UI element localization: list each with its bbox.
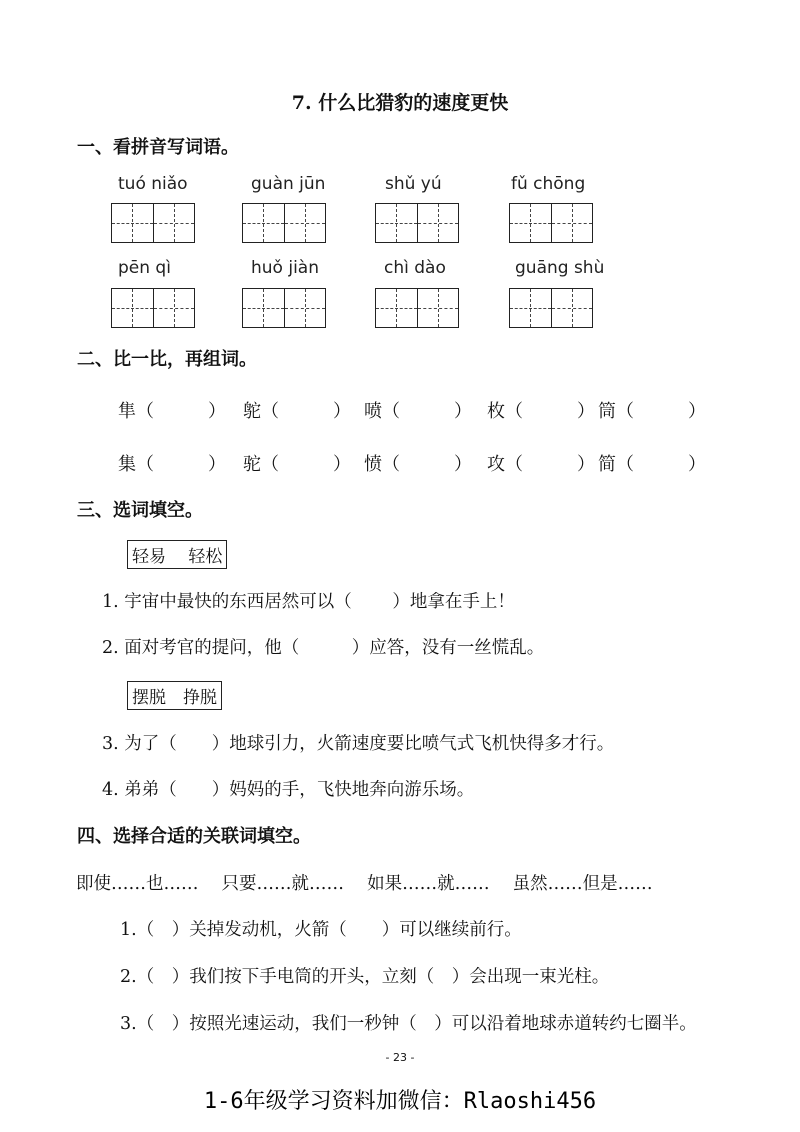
pinyin-8: guāng shù <box>515 258 605 278</box>
conjunction-options: 即使……也…… 只要……就…… 如果……就…… 虽然……但是…… <box>76 874 653 894</box>
writing-grid[interactable] <box>111 203 195 243</box>
writing-grid[interactable] <box>375 288 459 328</box>
pinyin-2: guàn jūn <box>251 174 326 194</box>
word-pair: 喷（ ） <box>364 401 472 422</box>
pinyin-4: fǔ chōng <box>511 174 586 194</box>
writing-grid[interactable] <box>509 203 593 243</box>
writing-grid[interactable] <box>242 288 326 328</box>
footer-watermark: 1-6年级学习资料加微信：Rlaoshi456 <box>203 1089 597 1114</box>
word-pair: 愤（ ） <box>364 454 472 475</box>
question-line: 3. 为了（ ）地球引力，火箭速度要比喷气式飞机快得多才行。 <box>102 734 615 754</box>
pinyin-1: tuó niǎo <box>118 174 188 194</box>
pinyin-6: huǒ jiàn <box>251 258 319 278</box>
section-1-heading: 一、看拼音写词语。 <box>77 137 239 158</box>
question-line: 1.（ ）关掉发动机，火箭（ ）可以继续前行。 <box>120 920 522 940</box>
section-3-heading: 三、选词填空。 <box>77 500 203 521</box>
word-pair: 攻（ ） <box>487 454 595 475</box>
question-line: 2.（ ）我们按下手电筒的开头，立刻（ ）会出现一束光柱。 <box>120 967 610 987</box>
section-2-heading: 二、比一比，再组词。 <box>77 349 257 370</box>
question-line: 1. 宇宙中最快的东西居然可以（ ）地拿在手上！ <box>102 592 515 612</box>
pinyin-3: shǔ yú <box>385 174 442 194</box>
question-line: 4. 弟弟（ ）妈妈的手，飞快地奔向游乐场。 <box>102 780 475 800</box>
question-line: 3.（ ）按照光速运动，我们一秒钟（ ）可以沿着地球赤道转约七圈半。 <box>120 1014 697 1034</box>
writing-grid[interactable] <box>509 288 593 328</box>
word-pair: 筒（ ） <box>598 401 706 422</box>
word-pair: 驼（ ） <box>243 454 351 475</box>
writing-grid[interactable] <box>111 288 195 328</box>
question-line: 2. 面对考官的提问，他（ ）应答，没有一丝慌乱。 <box>102 638 545 658</box>
word-pair: 集（ ） <box>118 454 226 475</box>
word-choice-box: 摆脱 挣脱 <box>127 681 222 710</box>
writing-grid[interactable] <box>242 203 326 243</box>
pinyin-7: chì dào <box>384 258 446 278</box>
word-pair: 简（ ） <box>598 454 706 475</box>
section-4-heading: 四、选择合适的关联词填空。 <box>77 826 311 847</box>
word-pair: 鸵（ ） <box>243 401 351 422</box>
pinyin-5: pēn qì <box>118 258 171 278</box>
page-title: 7. 什么比猎豹的速度更快 <box>291 92 509 114</box>
word-choice-box: 轻易 轻松 <box>127 540 227 569</box>
word-pair: 枚（ ） <box>487 401 595 422</box>
page-number: - 23 - <box>385 1051 415 1064</box>
writing-grid[interactable] <box>375 203 459 243</box>
word-pair: 隼（ ） <box>118 401 226 422</box>
